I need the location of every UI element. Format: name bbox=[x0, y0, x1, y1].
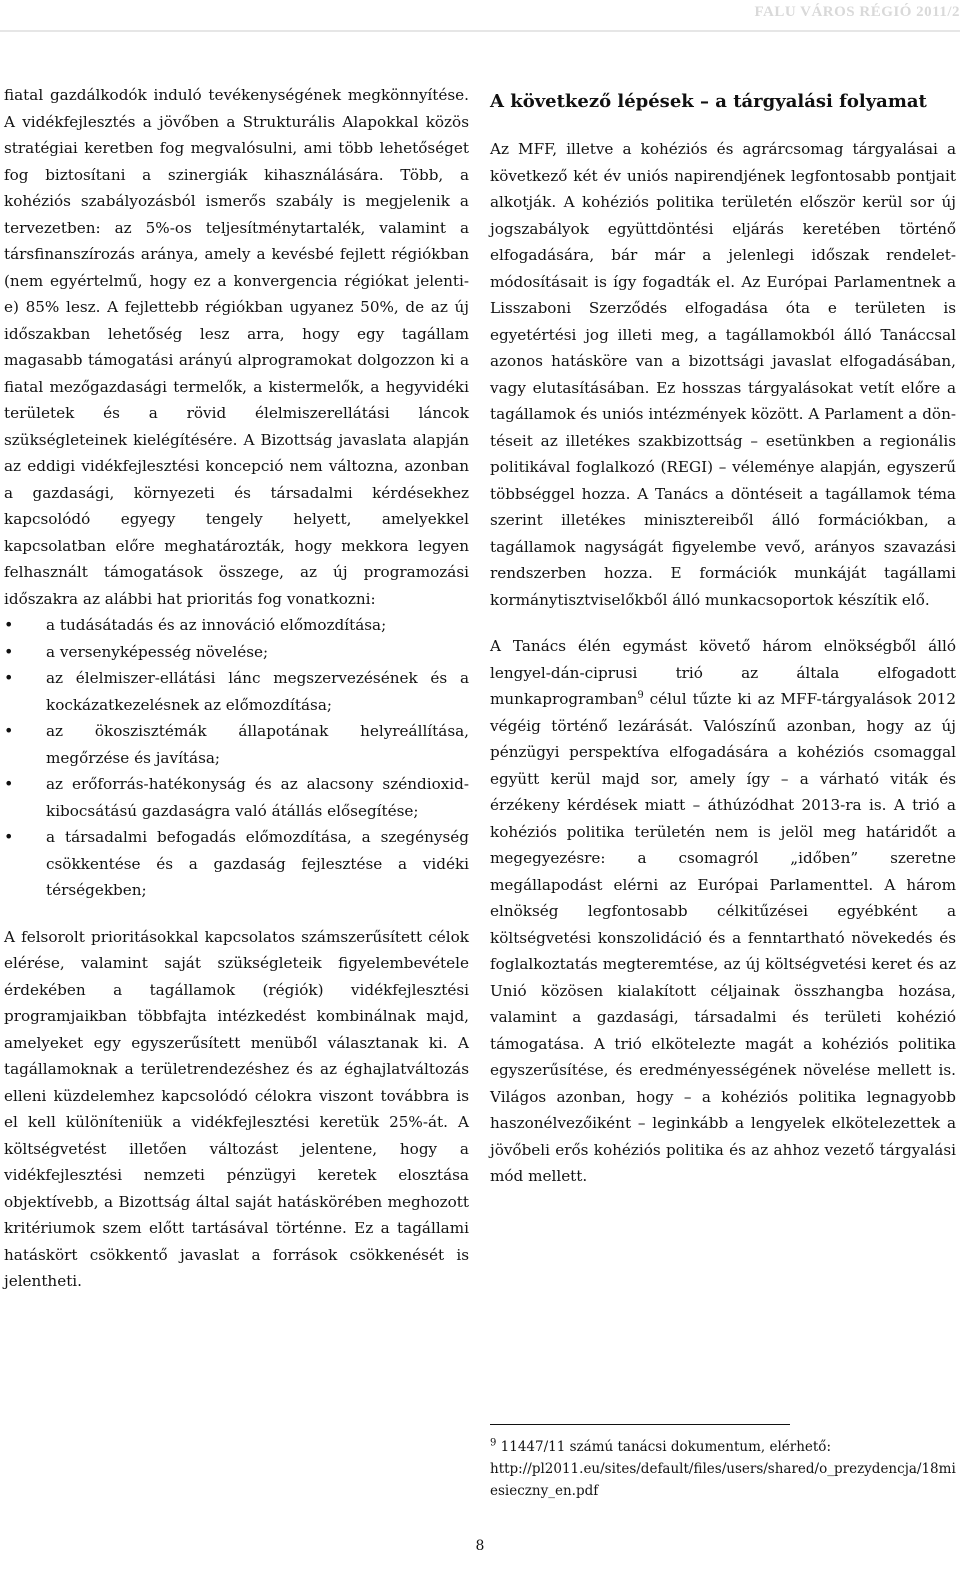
footnote-divider bbox=[490, 1424, 790, 1425]
left-paragraph-1: fiatal gazdálkodók induló tevékenységének megkönnyítése. A vidékfejlesztés a jövőben a Strukturális Alapokkal közös stratégiai keretben fog megvalósulni, ami több lehetőséget fog biztosítani a szinergiák kihasználására. Több, a kohéziós szabályozásból ismerős szabály is megjelenik a tervezetben: az 5%-os teljesítménytartalék, valamint a társfinanszírozás aránya, amely a kevésbé fejlett régiókban (nem egyértelmű, hogy ez a konvergencia régiókat jelenti-e) 85% lesz. A fejlettebb régiókban ugyanez 50%, de az új időszakban lehetőség lesz arra, hogy egy tagállam magasabb támogatási arányú alprogramokat dolgozzon ki a fiatal mezőgazdasági termelők, a kistermelők, a hegyvidéki területek és a rövid élelmiszerellátási láncok szükségleteinek kielégítésére. A Bizottság javaslata alapján az eddigi vidékfejlesztési koncepció nem változna, azonban a gazdasági, környezeti és társadalmi kérdésekhez kapcsolódó egyegy tengely helyett, amelyekkel kapcsolatban előre meghatározták, hogy mekkora legyen felhasznált támogatások összege, az új programozási időszakra az alábbi hat prioritás fog vonatkozni: bbox=[4, 86, 469, 608]
list-item: • a versenyképesség növelése; bbox=[4, 639, 469, 666]
right-paragraph-1: Az MFF, illetve a kohéziós és agrárcsomag tárgyalásai a következő két év uniós napirendjének legfontosabb pontjait alkotják. A kohéziós politika területén először kerül sor új jogszabályok együttdöntési eljárás keretében történő elfogadására, bár már a jelenlegi időszak rendelet-módosításait is így fogadták el. Az Európai Parlamentnek a Lisszaboni Szerződés elfogadása óta e területen is egyetértési jog illeti meg, a tagállamokból álló Tanáccsal azonos hatásköre van a bizottsági javaslat elfogadásában, vagy elutasításában. Ez hosszas tárgyalásokat vetít előre a tagállamok és uniós intézmények között. A Parlament a döntéseit az illetékes szakbizottság – esetünkben a regionális politikával foglalkozó (REGI) – véleménye alapján, egyszerű többséggel hozza. A Tanács a döntéseit a tagállamok téma szerint illetékes minisztereiből álló formációkban, a tagállamok nagyságát figyelembe vevő, arányos szavazási rendszerben hozza. E formációk munkáját tagállami kormánytisztviselőkből álló munkacsoportok készítik elő. bbox=[490, 140, 956, 609]
section-title: A következő lépések – a tárgyalási folyamat bbox=[490, 91, 927, 112]
list-item: • a társadalmi befogadás előmozdítása, a szegénység csökkentése és a gazdaság fejlesztése a vidéki térségekben; bbox=[4, 824, 469, 904]
page-number: 8 bbox=[475, 1538, 485, 1554]
priority-list bbox=[4, 612, 469, 904]
list-item: • az élelmiszer-ellátási lánc megszervezésének és a kockázatkezelésnek az előmozdítása; bbox=[4, 665, 469, 718]
footnote-number: 9 bbox=[490, 1437, 497, 1449]
right-paragraph-2 bbox=[490, 633, 956, 1190]
running-header: FALU VÁROS RÉGIÓ 2011/2 bbox=[754, 4, 960, 20]
footnote-text: 11447/11 számú tanácsi dokumentum, elérhető: http://pl2011.eu/sites/default/files/users/shared/o_prezydencja/18miesieczny_en.pdf bbox=[490, 1439, 956, 1499]
footnote bbox=[490, 1436, 956, 1502]
left-column bbox=[4, 82, 469, 1295]
list-item: • az erőforrás-hatékonyság és az alacsony széndioxid-kibocsátású gazdaságra való átállás elősegítése; bbox=[4, 771, 469, 824]
header-divider bbox=[0, 30, 960, 32]
footnote-reference[interactable]: 9 bbox=[637, 689, 644, 701]
list-item: • az ökoszisztémák állapotának helyreállítása, megőrzése és javítása; bbox=[4, 718, 469, 771]
right-paragraph-2-start: A Tanács élén egymást követő három elnökségből álló lengyel-dán-ciprusi trió az általa elfogadott munkaprogramban bbox=[490, 637, 956, 708]
right-column bbox=[490, 82, 956, 1190]
right-paragraph-2-end: célul tűzte ki az MFF-tárgyalások 2012 végéig történő lezárását. Valószínű azonban, hogy az új pénzügyi perspektíva elfogadására a kohéziós csomaggal együtt kerül majd sor, amely így – a várható viták és érzékeny kérdések miatt – áthúzódhat 2013-ra is. A trió a kohéziós politika területén nem is jelöl meg határidőt a megegyezésre: a csomagról „időben” szeretne megállapodást elérni az Európai Parlamenttel. A három elnökség legfontosabb célkitűzései egyébként a költségvetési konszolidáció és a fenntartható növekedés és foglalkoztatás megteremtése, az új költségvetési keret és az Unió közösen kialakított céljainak összhangba hozása, valamint a gazdasági, társadalmi és területi kohézió támogatása. A trió elkötelezte magát a kohéziós politika egyszerűsítése, és eredményességének növelése mellett is. Világos azonban, hogy – a kohéziós politika legnagyobb haszonélvezőiként – leginkább a lengyelek elkötelezettek a jövőbeli erős kohéziós politika és az ahhoz vezető tárgyalási mód mellett. bbox=[490, 690, 956, 1185]
list-item: • a tudásátadás és az innováció előmozdítása; bbox=[4, 612, 469, 639]
left-paragraph-2: A felsorolt prioritásokkal kapcsolatos számszerűsített célok elérése, valamint saját szükségleteik figyelembevétele érdekében a tagállamok (régiók) vidékfejlesztési programjaikban többfajta intézkedést kombinálnak majd, amelyeket egy egyszerűsített menüből választanak ki. A tagállamoknak a területrendezéshez és az éghajlatváltozás elleni küzdelemhez kapcsolódó célokra viszont továbbra is el kell különíteniük a vidékfejlesztési keretük 25%-át. A költségvetést illetően változást jelentene, hogy a vidékfejlesztési nemzeti pénzügyi keretek elosztása objektívebb, a Bizottság által saját hatáskörében meghozott kritériumok szem előtt tartásával történne. Ez a tagállami hatáskört csökkentő javaslat a források csökkenését is jelentheti. bbox=[4, 927, 469, 1290]
